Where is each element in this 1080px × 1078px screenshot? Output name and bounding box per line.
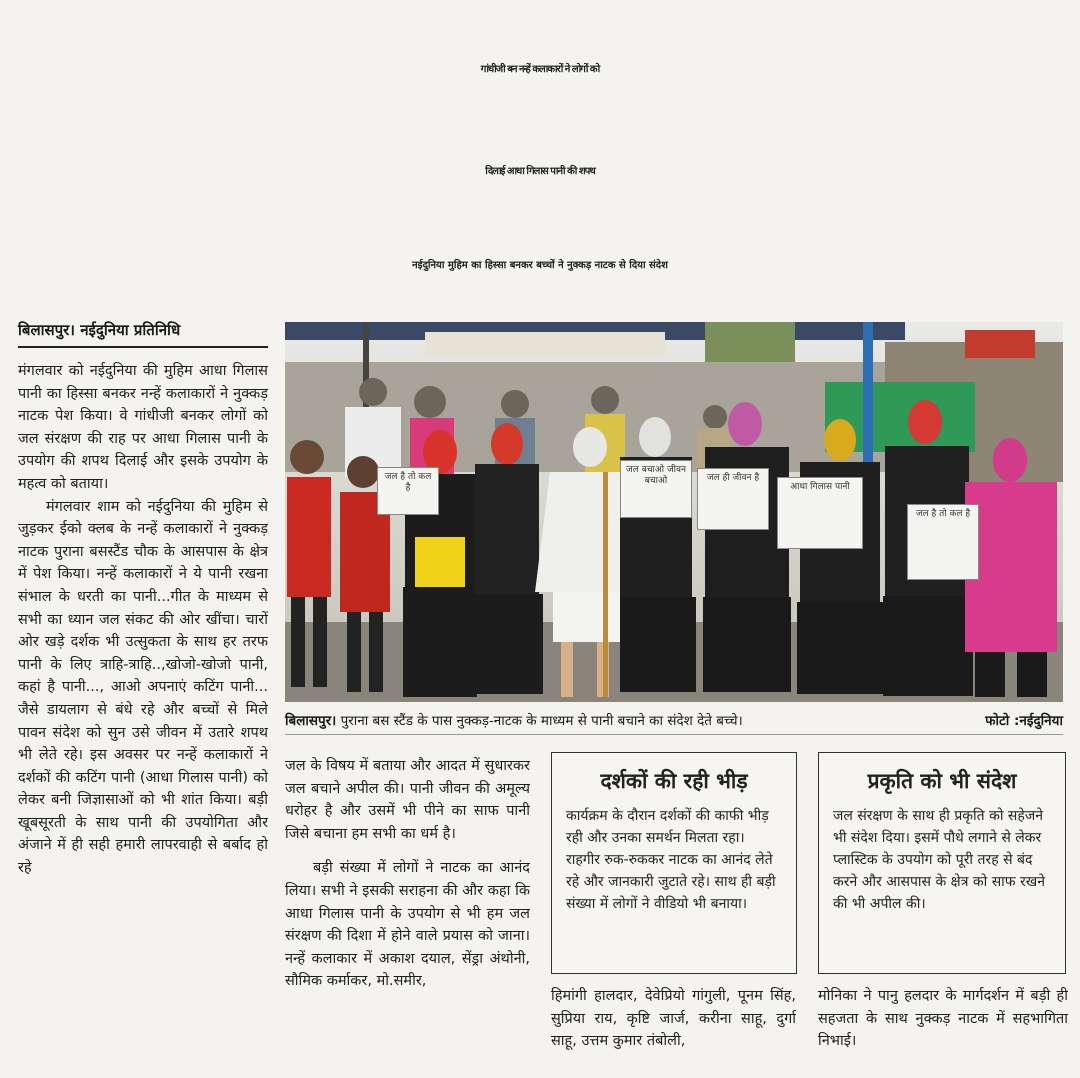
article-column-1: [18, 360, 268, 1065]
article-paragraph: मोनिका ने पानु हलदार के मार्गदर्शन में बड़ी ही सहजता के साथ नुक्कड़ नाटक में सहभागिता निभाई।: [818, 988, 1068, 1050]
caption-text: पुराना बस स्टैंड के पास नुक्कड़-नाटक के माध्यम से पानी बचाने का संदेश देते बच्चे।: [336, 713, 743, 729]
box-title: दर्शकों की रही भीड़: [600, 769, 748, 793]
photo-caption: [285, 708, 1063, 735]
caption-place: बिलासपुर।: [285, 713, 337, 729]
sidebar-box-audience: [551, 752, 797, 974]
placard: आधा गिलास पानी: [777, 477, 863, 549]
sidebar-box-nature: [818, 752, 1066, 974]
headline-line-2: दिलाई आधा गिलास पानी की शपथ: [485, 166, 595, 177]
subheadline: नईदुनिया मुहिम का हिस्सा बनकर बच्चों ने नुक्कड़ नाटक से दिया संदेश: [412, 260, 668, 271]
article-column-4: [818, 985, 1068, 1065]
headline-line-1: गांधीजी बन नन्हें कलाकारों ने लोगों को: [480, 64, 600, 75]
news-photo: [285, 322, 1063, 702]
article-paragraph: हिमांगी हालदार, देवेप्रियो गांगुली, पूनम सिंह, सुप्रिया राय, कृष्टि जार्ज, करीना साहू, दुर्गा साहू, उत्तम कुमार तंबोली,: [551, 988, 796, 1050]
box-text: जल संरक्षण के साथ ही प्रकृति को सहेजने भी संदेश दिया। इसमें पौधे लगाने से लेकर प्लास्टिक के उपयोग को पूरी तरह से बंद करने और आसपास के क्षेत्र को साफ रखने की भी अपील की।: [833, 808, 1045, 912]
article-column-2: [285, 755, 530, 1065]
placard: जल बचाओ जीवन बचाओ: [620, 460, 692, 518]
article-paragraph: बड़ी संख्या में लोगों ने नाटक का आनंद लिया। सभी ने इसकी सराहना की और कहा कि आधा गिलास पानी के उपयोग से भी हम जल संरक्षण की दिशा में होने वाले प्रयास को जाना। नन्हें कलाकार में अकाश दयाल, सेंड्रा अंथोनी, सौमिक कर्माकर, मो.समीर,: [285, 860, 530, 990]
article-paragraph: मंगलवार शाम को नईदुनिया की मुहिम से जुड़कर ईको क्लब के नन्हें कलाकारों ने नुक्कड़ नाटक पुराना बसस्टैंड चौक के आसपास के क्षेत्र में पेश किया। नन्हें कलाकारों ने ये पानी रखना संभाल के धरती का पानी...गीत के माध्यम से सभी का ध्यान जल संकट की ओर खींचा। चारों ओर खड़े दर्शक भी उत्सुकता के साथ हर तरफ पानी के लिए त्राहि-त्राहि..,खोजो-खोजो पानी, कहां है पानी..., आओ अपनाएं कटिंग पानी... जैसे डायलाग से बंधे रहे और बच्चों से मिले पावन संदेश को सुन उसे जीवन में उतारे शपथ भी लेते रहे। इस अवसर पर नन्हें कलाकारों ने दर्शकों की कटिंग पानी (आधा गिलास पानी) को लेकर बनी जिज्ञासाओं को भी शांत किया। बड़ी खूबसूरती के साथ पानी की उपयोगिता और अंजाने में ही सही हमारी लापरवाही से बर्बाद हो रहे: [18, 498, 268, 877]
placard: जल ही जीवन है: [697, 468, 769, 530]
article-column-3: [551, 985, 796, 1065]
byline: बिलासपुर। नईदुनिया प्रतिनिधि: [18, 320, 268, 348]
performer-white-mask: [620, 417, 696, 692]
article-paragraph: जल के विषय में बताया और आदत में सुधारकर जल बचाने अपील की। पानी जीवन की अमूल्य धरोहर है और उसमें भी पीने का साफ पानी जिसे बचाना हम सभी का धर्म है।: [285, 758, 530, 842]
photo-credit: फोटो :नईदुनिया: [985, 713, 1063, 729]
box-text: कार्यक्रम के दौरान दर्शकों की काफी भीड़ रही और उनका समर्थन मिलता रहा। राहगीर रुक-रुककर नाटक का आनंद लेते रहे और जानकारी जुटाते रहे। साथ ही बड़ी संख्या में लोगों ने वीडियो भी बनाया।: [566, 808, 776, 912]
article-paragraph: मंगलवार को नईदुनिया की मुहिम आधा गिलास पानी का हिस्सा बनकर नन्हें कलाकारों ने नुक्कड़ नाटक पेश किया। वे गांधीजी बनकर लोगों को जल संरक्षण की राह पर आधा गिलास पानी के उपयोग की शपथ दिलाई और इसके उपयोग के महत्व को बताया।: [18, 363, 268, 492]
placard: जल है तो कल है: [377, 467, 439, 515]
placard: जल है तो कल है: [907, 504, 979, 580]
box-title: प्रकृति को भी संदेश: [867, 769, 1017, 793]
